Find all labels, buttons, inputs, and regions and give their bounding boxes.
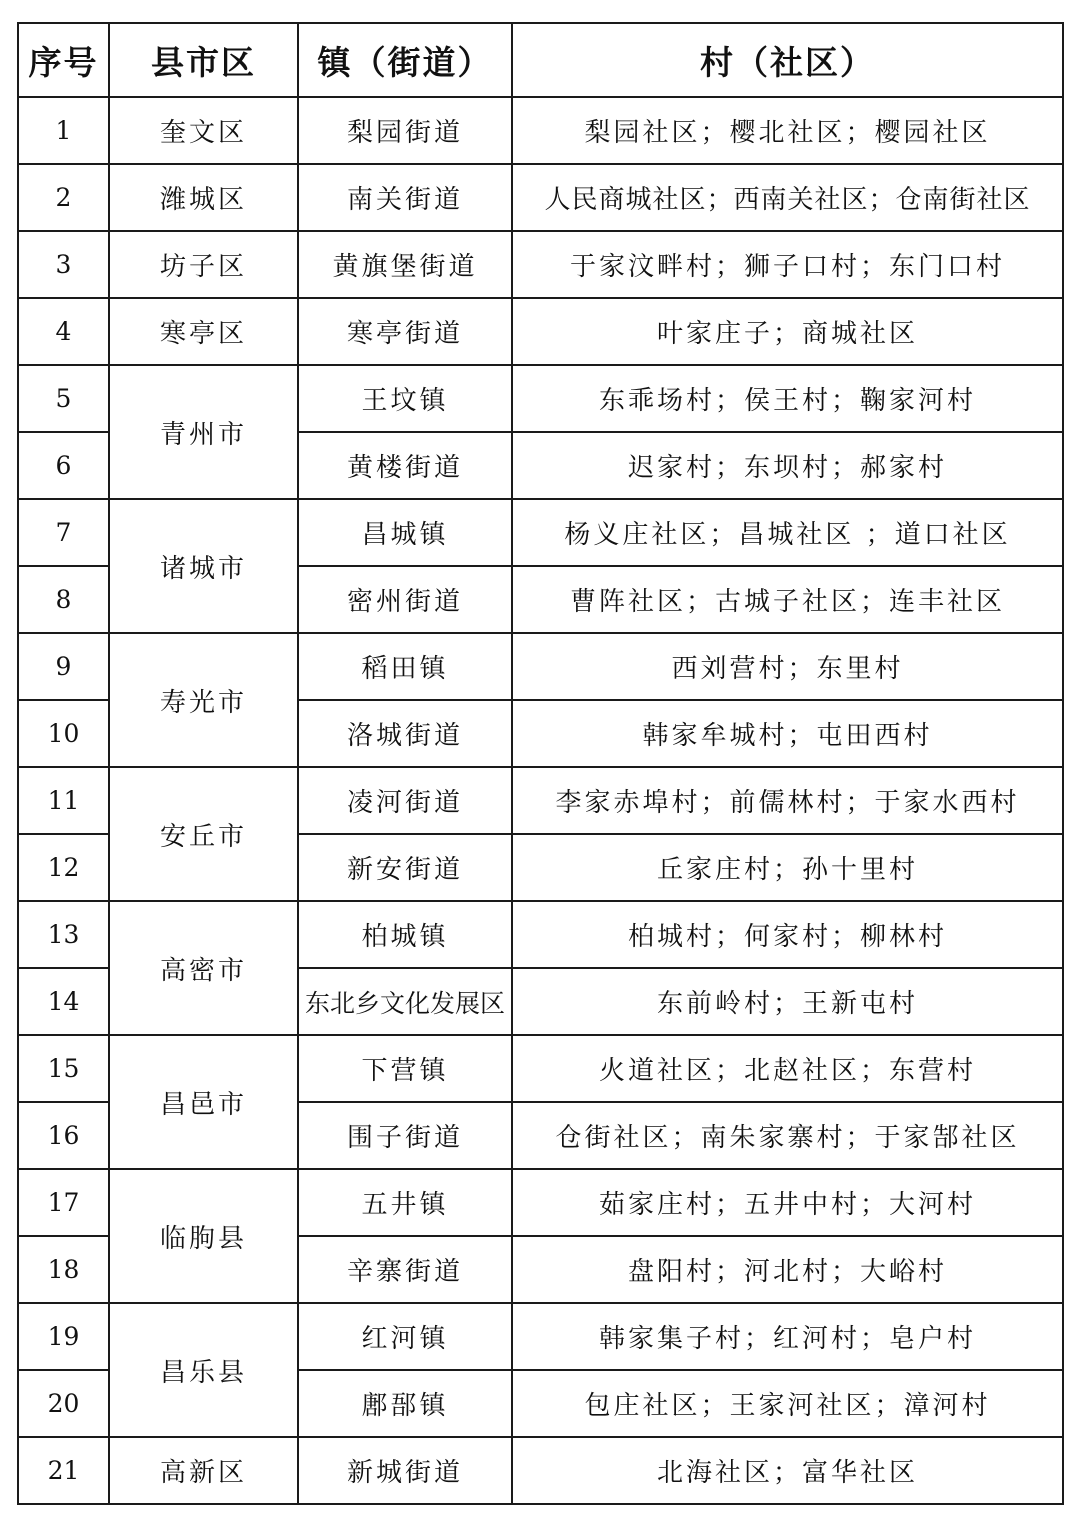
header-no: 序号: [18, 23, 109, 97]
cell-county: 诸城市: [109, 499, 298, 633]
table-row: [18, 231, 1063, 298]
cell-no: 1: [18, 97, 109, 164]
cell-county: 奎文区: [109, 97, 298, 164]
table-row: [18, 499, 1063, 566]
cell-village: 盘阳村；河北村；大峪村: [512, 1236, 1063, 1303]
cell-town: 稻田镇: [298, 633, 512, 700]
cell-town: 红河镇: [298, 1303, 512, 1370]
village-list-table: [17, 22, 1064, 1505]
document-page: [17, 22, 1062, 1505]
cell-no: 12: [18, 834, 109, 901]
cell-village: 北海社区；富华社区: [512, 1437, 1063, 1504]
cell-county: 高密市: [109, 901, 298, 1035]
cell-town: 五井镇: [298, 1169, 512, 1236]
cell-town: 密州街道: [298, 566, 512, 633]
cell-no: 6: [18, 432, 109, 499]
cell-no: 14: [18, 968, 109, 1035]
cell-town: 洛城街道: [298, 700, 512, 767]
cell-no: 8: [18, 566, 109, 633]
cell-county: 昌乐县: [109, 1303, 298, 1437]
cell-no: 15: [18, 1035, 109, 1102]
cell-village: 韩家牟城村；屯田西村: [512, 700, 1063, 767]
cell-town: 围子街道: [298, 1102, 512, 1169]
cell-village: 东前岭村；王新屯村: [512, 968, 1063, 1035]
cell-village: 西刘营村；东里村: [512, 633, 1063, 700]
table-row: [18, 901, 1063, 968]
cell-no: 18: [18, 1236, 109, 1303]
table-row: [18, 298, 1063, 365]
cell-village: 迟家村；东坝村；郝家村: [512, 432, 1063, 499]
cell-county: 青州市: [109, 365, 298, 499]
cell-no: 20: [18, 1370, 109, 1437]
table-row: [18, 767, 1063, 834]
cell-no: 21: [18, 1437, 109, 1504]
table-row: [18, 1035, 1063, 1102]
cell-no: 13: [18, 901, 109, 968]
cell-county: 临朐县: [109, 1169, 298, 1303]
cell-town: 凌河街道: [298, 767, 512, 834]
cell-village: 人民商城社区；西南关社区；仓南街社区: [512, 164, 1063, 231]
table-body: [18, 97, 1063, 1504]
table-row: [18, 1169, 1063, 1236]
table-row: [18, 365, 1063, 432]
cell-county: 安丘市: [109, 767, 298, 901]
header-row: [18, 23, 1063, 97]
cell-county: 高新区: [109, 1437, 298, 1504]
cell-village: 曹阵社区；古城子社区；连丰社区: [512, 566, 1063, 633]
cell-village: 包庄社区；王家河社区；漳河村: [512, 1370, 1063, 1437]
cell-county: 坊子区: [109, 231, 298, 298]
table-row: [18, 97, 1063, 164]
cell-county: 寿光市: [109, 633, 298, 767]
header-town: 镇（街道）: [298, 23, 512, 97]
cell-county: 寒亭区: [109, 298, 298, 365]
table-row: [18, 633, 1063, 700]
cell-town: 黄旗堡街道: [298, 231, 512, 298]
header-county: 县市区: [109, 23, 298, 97]
cell-village: 茹家庄村；五井中村；大河村: [512, 1169, 1063, 1236]
cell-town: 新安街道: [298, 834, 512, 901]
cell-village: 火道社区；北赵社区；东营村: [512, 1035, 1063, 1102]
cell-village: 韩家集子村；红河村；皂户村: [512, 1303, 1063, 1370]
cell-village: 杨义庄社区；昌城社区 ；道口社区: [512, 499, 1063, 566]
cell-no: 3: [18, 231, 109, 298]
cell-town: 南关街道: [298, 164, 512, 231]
cell-town: 鄌郚镇: [298, 1370, 512, 1437]
table-row: [18, 1303, 1063, 1370]
cell-village: 仓街社区；南朱家寨村；于家郜社区: [512, 1102, 1063, 1169]
table-header: [18, 23, 1063, 97]
header-village: 村（社区）: [512, 23, 1063, 97]
cell-no: 19: [18, 1303, 109, 1370]
cell-town: 王坟镇: [298, 365, 512, 432]
cell-village: 李家赤埠村；前儒林村；于家水西村: [512, 767, 1063, 834]
cell-village: 东乖场村；侯王村；鞠家河村: [512, 365, 1063, 432]
cell-no: 5: [18, 365, 109, 432]
cell-town: 寒亭街道: [298, 298, 512, 365]
cell-town: 辛寨街道: [298, 1236, 512, 1303]
cell-no: 9: [18, 633, 109, 700]
cell-village: 于家汶畔村；狮子口村；东门口村: [512, 231, 1063, 298]
cell-county: 昌邑市: [109, 1035, 298, 1169]
cell-no: 7: [18, 499, 109, 566]
cell-county: 潍城区: [109, 164, 298, 231]
cell-village: 丘家庄村；孙十里村: [512, 834, 1063, 901]
table-row: [18, 164, 1063, 231]
cell-town: 下营镇: [298, 1035, 512, 1102]
cell-village: 柏城村；何家村；柳林村: [512, 901, 1063, 968]
cell-village: 叶家庄子；商城社区: [512, 298, 1063, 365]
cell-town: 柏城镇: [298, 901, 512, 968]
cell-town: 黄楼街道: [298, 432, 512, 499]
cell-no: 10: [18, 700, 109, 767]
cell-no: 2: [18, 164, 109, 231]
cell-no: 4: [18, 298, 109, 365]
cell-village: 梨园社区；樱北社区；樱园社区: [512, 97, 1063, 164]
cell-town: 昌城镇: [298, 499, 512, 566]
cell-town: 东北乡文化发展区: [298, 968, 512, 1035]
cell-no: 16: [18, 1102, 109, 1169]
cell-no: 17: [18, 1169, 109, 1236]
cell-no: 11: [18, 767, 109, 834]
cell-town: 新城街道: [298, 1437, 512, 1504]
table-row: [18, 1437, 1063, 1504]
cell-town: 梨园街道: [298, 97, 512, 164]
